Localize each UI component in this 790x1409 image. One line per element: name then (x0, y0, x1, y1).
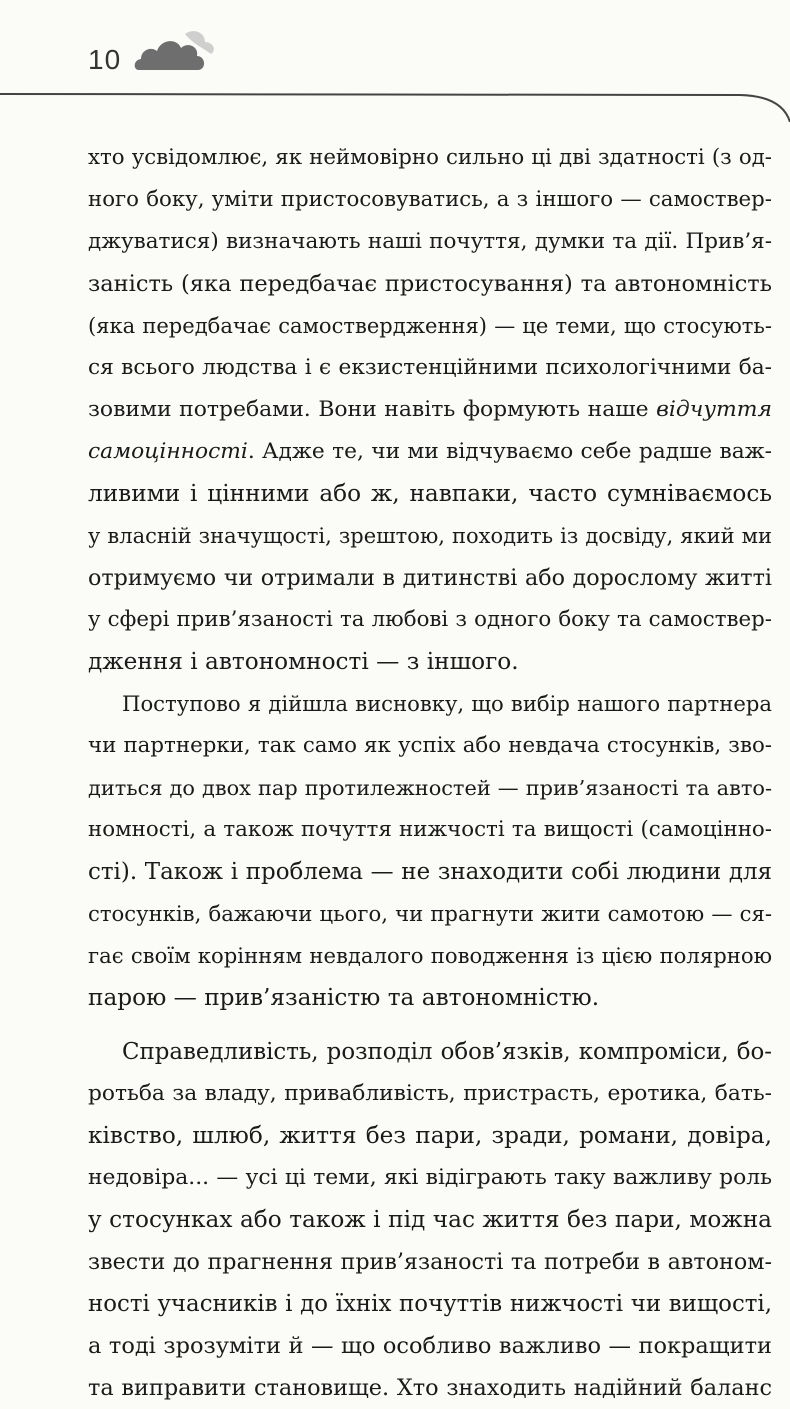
text-line: у власній значущості, зрештою, походить із досвіду, який ми (88, 524, 772, 548)
text-line: джуватися) визначають наші почуття, думки та дії. Прив’я- (88, 229, 772, 254)
text-line: ся всього людства і є екзистенційними психологічними ба- (88, 355, 772, 380)
text-line: а тоді зрозуміти й — що особливо важливо — покращити (88, 1333, 772, 1359)
text-line: стосунків, бажаючи цього, чи прагнути жити самотою — ся- (88, 901, 772, 926)
text-line: заність (яка передбачає пристосування) та автономність (88, 271, 772, 297)
text-line: та виправити становище. Хто знаходить надійний баланс (88, 1375, 772, 1401)
text-line: Справедливість, розподіл обов’язків, компроміси, бо- (122, 1039, 772, 1065)
emphasis: самоцінності (88, 439, 248, 464)
header-rule (0, 92, 790, 122)
text-line: ності учасників і до їхніх почуттів нижчості чи вищості, (88, 1291, 772, 1317)
text-line: сті). Також і проблема — не знаходити собі людини для (88, 859, 772, 885)
text-line: у стосунках або також і під час життя без пари, можна (88, 1206, 772, 1233)
text-line: недовіра... — усі ці теми, які відіграють таку важливу роль (88, 1165, 772, 1190)
text-line: зовими потребами. Вони навіть формують наше відчуття (88, 397, 772, 422)
text-line: у сфері прив’язаності та любові з одного боку та самоствер- (88, 607, 772, 632)
text-line: отримуємо чи отримали в дитинстві або дорослому житті (88, 565, 772, 591)
text-line: ливими і цінними або ж, навпаки, часто сумніваємось (88, 480, 772, 507)
text-line: ківство, шлюб, життя без пари, зради, романи, довіра, (88, 1122, 772, 1149)
body-text (88, 137, 772, 1409)
emphasis: відчуття (656, 397, 772, 422)
text-line: ротьба за владу, привабливість, пристрасть, еротика, бать- (88, 1081, 772, 1106)
page-number: 10 (88, 44, 122, 75)
text-line: номності, а також почуття нижчості та вищості (самоцінно- (88, 817, 772, 842)
text-line: ного боку, уміти пристосовуватись, а з іншого — самоствер- (88, 187, 772, 212)
text-line: диться до двох пар протилежностей — прив’язаності та авто- (88, 776, 772, 800)
text-line: чи партнерки, так само як успіх або невдача стосунків, зво- (88, 733, 772, 758)
text-line: звести до прагнення прив’язаності та потреби в автоном- (88, 1249, 772, 1275)
text-line: парою — прив’язаністю та автономністю. (88, 984, 600, 1011)
text-line: (яка передбачає самоствердження) — це теми, що стосують- (88, 313, 772, 338)
cloud-icon (133, 26, 217, 74)
text-line: хто усвідомлює, як неймовірно сильно ці дві здатності (з од- (88, 145, 772, 170)
page-header (0, 0, 790, 100)
text-line: гає своїм корінням невдалого поводження із цією полярною (88, 943, 772, 968)
text-line: дження і автономності — з іншого. (88, 648, 519, 675)
text-line: самоцінності. Адже те, чи ми відчуваємо себе радше важ- (88, 439, 772, 464)
text-line: Поступово я дійшла висновку, що вибір нашого партнера (122, 691, 772, 716)
